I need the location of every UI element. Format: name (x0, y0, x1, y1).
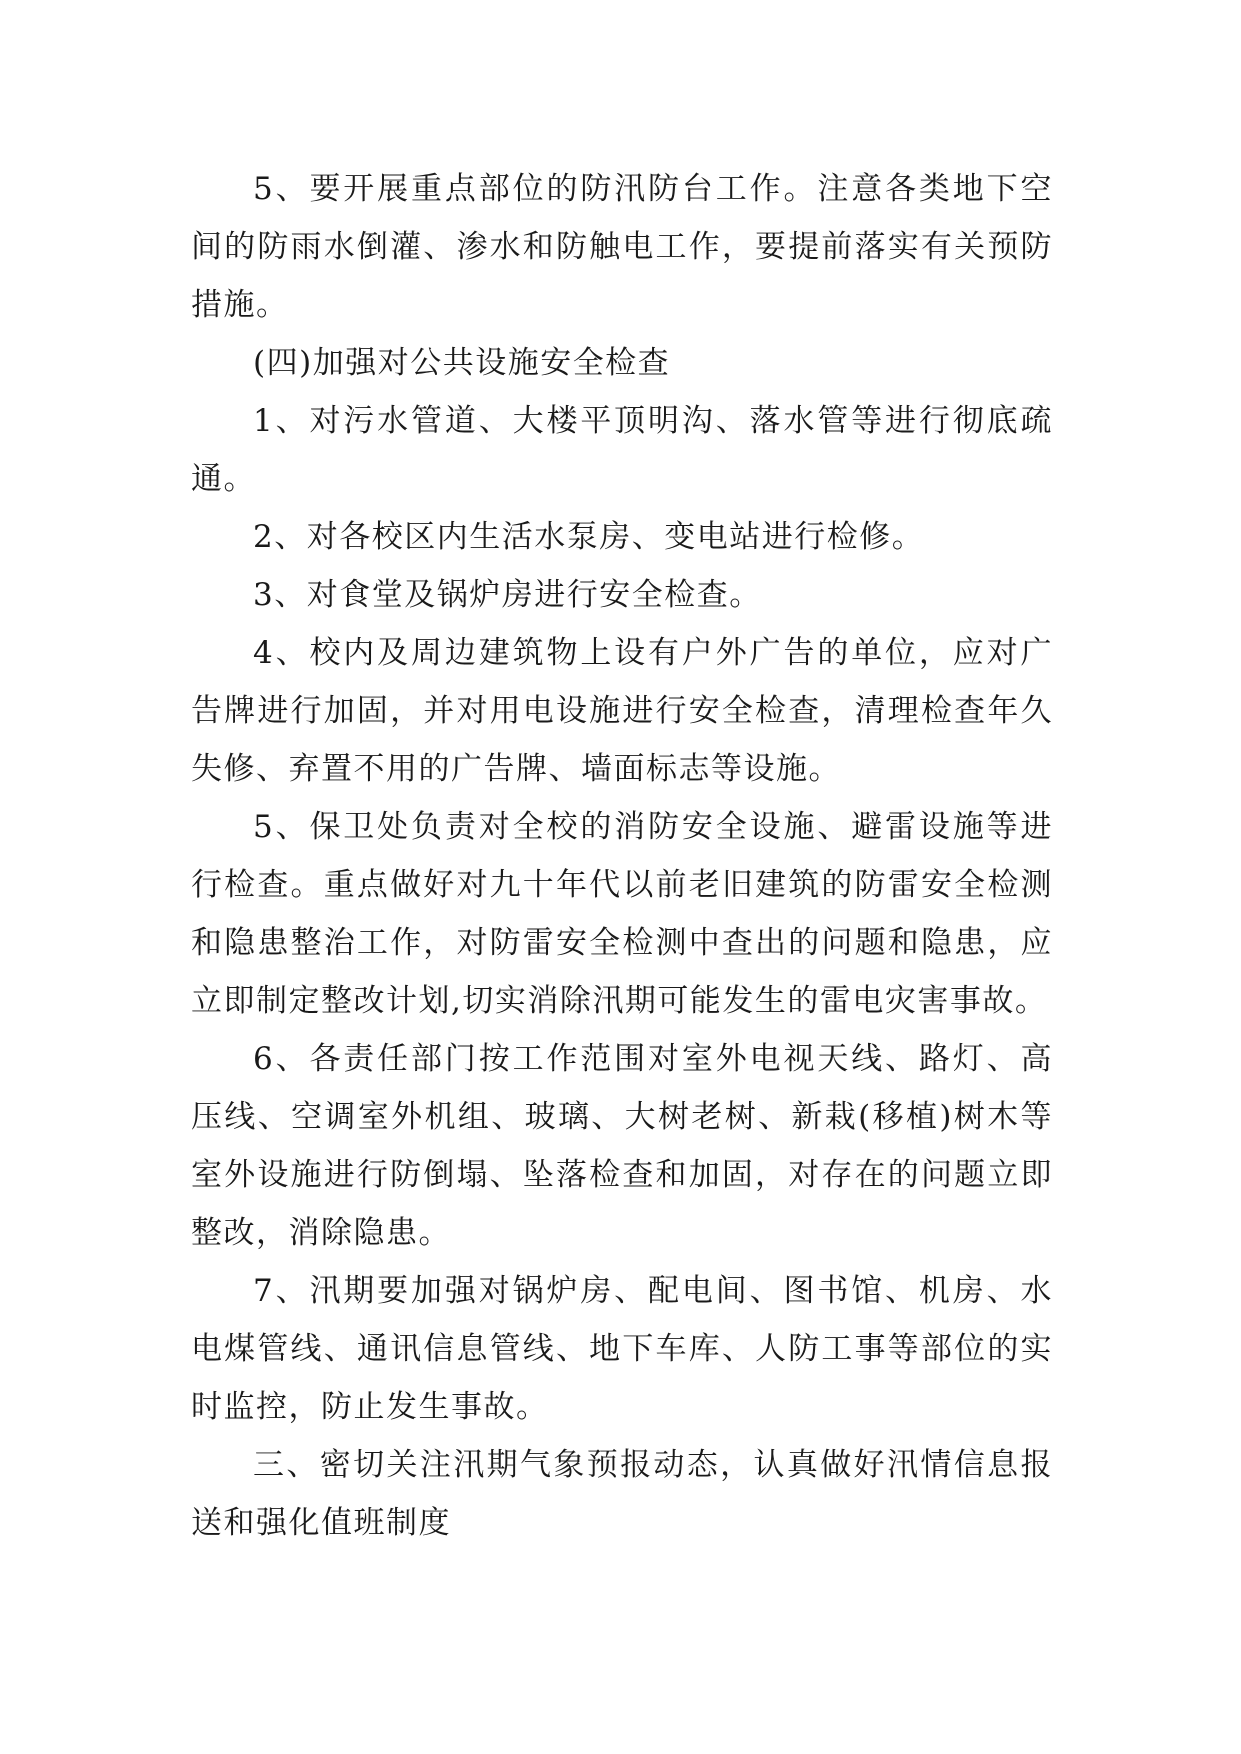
paragraph-item-2-pump-room: 2、对各校区内生活水泵房、变电站进行检修。 (253, 519, 925, 555)
section-heading-weather-forecast: 三、密切关注汛期气象预报动态，认真做好汛情信息报送和强化值班制度 (191, 1447, 1053, 1541)
paragraph-item-3-canteen: 3、对食堂及锅炉房进行安全检查。 (253, 577, 762, 613)
paragraph-item-1-drainage: 1、对污水管道、大楼平顶明沟、落水管等进行彻底疏通。 (191, 403, 1053, 497)
paragraph-item-4-billboards: 4、校内及周边建筑物上设有户外广告的单位，应对广告牌进行加固，并对用电设施进行安全检查，清理检查年久失修、弃置不用的广告牌、墙面标志等设施。 (191, 635, 1053, 787)
paragraph-item-5-flood-prevention: 5、要开展重点部位的防汛防台工作。注意各类地下空间的防雨水倒灌、渗水和防触电工作，要提前落实有关预防措施。 (191, 171, 1053, 323)
document-body (191, 160, 1053, 1552)
paragraph-item-7-monitoring: 7、汛期要加强对锅炉房、配电间、图书馆、机房、水电煤管线、通讯信息管线、地下车库、人防工事等部位的实时监控，防止发生事故。 (191, 1273, 1053, 1425)
section-heading-public-facilities: (四)加强对公共设施安全检查 (253, 345, 671, 381)
paragraph-item-6-outdoor-facilities: 6、各责任部门按工作范围对室外电视天线、路灯、高压线、空调室外机组、玻璃、大树老树、新栽(移植)树木等室外设施进行防倒塌、坠落检查和加固，对存在的问题立即整改，消除隐患。 (191, 1041, 1053, 1251)
paragraph-item-5-fire-lightning: 5、保卫处负责对全校的消防安全设施、避雷设施等进行检查。重点做好对九十年代以前老旧建筑的防雷安全检测和隐患整治工作，对防雷安全检测中查出的问题和隐患，应立即制定整改计划,切实消除汛期可能发生的雷电灾害事故。 (191, 809, 1053, 1019)
